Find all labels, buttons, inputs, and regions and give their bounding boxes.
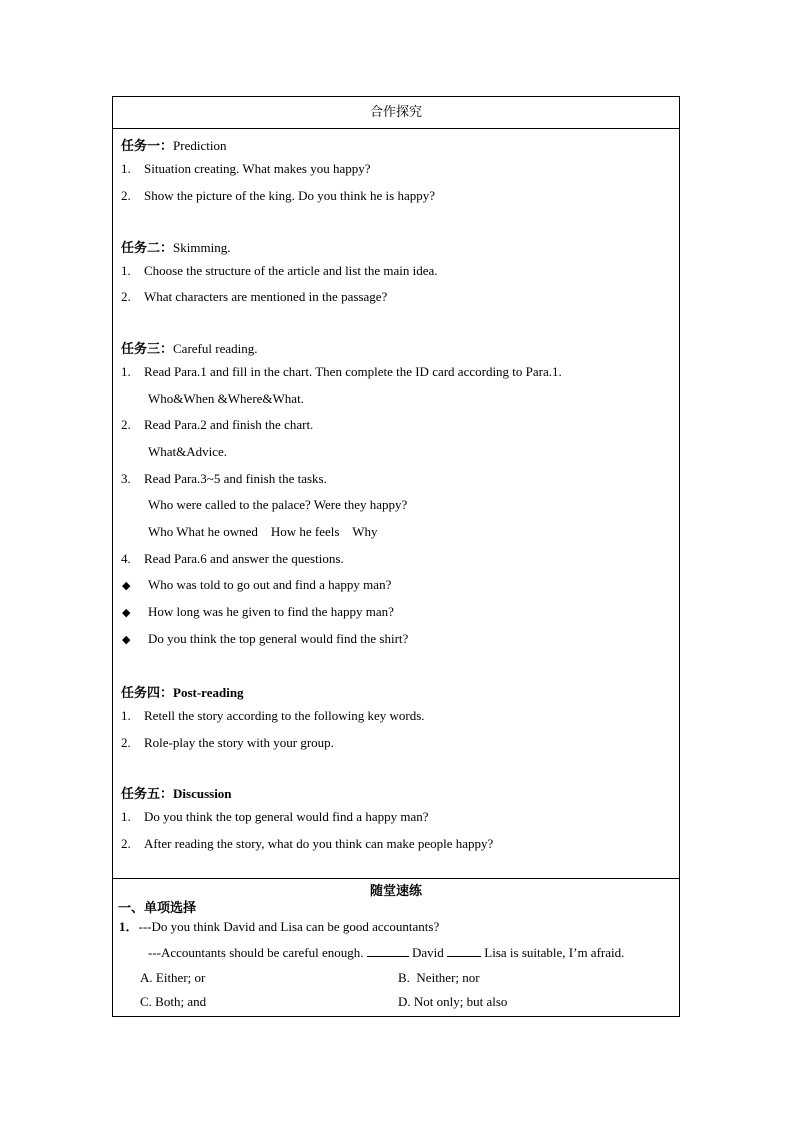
question-1: 1．---Do you think David and Lisa can be good accountants? [119, 919, 440, 934]
part-label-multiple-choice: 一、单项选择 [118, 900, 197, 915]
task2-item-2-text: What characters are mentioned in the passage? [144, 289, 388, 304]
task3-item-2-text: Read Para.2 and finish the chart. [144, 417, 314, 432]
task1-item-2-text: Show the picture of the king. Do you think he is happy? [144, 188, 436, 203]
task1-item-1: 1. [121, 161, 131, 176]
worksheet-table [112, 96, 680, 1017]
task2-item-2: 2. [121, 289, 131, 304]
task5-item-1: 1. [121, 809, 131, 824]
task3-item-3: 3. [121, 471, 131, 486]
option-b[interactable]: B. Neither; nor [398, 970, 480, 985]
task3-item-1-sub: Who&When &Where&What. [148, 391, 304, 406]
task3-item-3-sub2: Who What he owned How he feels Why [148, 524, 378, 539]
answer-blank-1 [367, 944, 409, 957]
question-1-line2: ---Accountants should be careful enough. David Lisa is suitable, I’m afraid. [148, 945, 625, 960]
header-divider [113, 128, 679, 129]
task3-item-4-text: Read Para.6 and answer the questions. [144, 551, 344, 566]
task3-heading: 任务三：Careful reading. [121, 341, 258, 356]
answer-blank-2 [447, 944, 481, 957]
task3-bullet-3: Do you think the top general would find the shirt? [148, 631, 409, 646]
diamond-bullet-icon: ◆ [122, 580, 131, 592]
task3-item-4: 4. [121, 551, 131, 566]
task3-item-3-text: Read Para.3~5 and finish the tasks. [144, 471, 327, 486]
option-a[interactable]: A. Either; or [140, 970, 206, 985]
task5-item-1-text: Do you think the top general would find a happy man? [144, 809, 429, 824]
task4-item-2-text: Role-play the story with your group. [144, 735, 334, 750]
section-header-practice: 随堂速练 [369, 883, 422, 898]
task4-item-2: 2. [121, 735, 131, 750]
task1-item-2: 2. [121, 188, 131, 203]
diamond-bullet-icon: ◆ [122, 634, 131, 646]
task5-heading: 任务五：Discussion [121, 786, 232, 801]
section-header-cooperative-inquiry: 合作探究 [369, 104, 422, 119]
task4-item-1: 1. [121, 708, 131, 723]
task4-heading: 任务四：Post-reading [121, 685, 244, 700]
diamond-bullet-icon: ◆ [122, 607, 131, 619]
task1-item-1-text: Situation creating. What makes you happy? [144, 161, 371, 176]
task1-heading: 任务一：Prediction [121, 138, 227, 153]
task3-bullet-1: Who was told to go out and find a happy man? [148, 577, 392, 592]
task3-item-2: 2. [121, 417, 131, 432]
task2-heading: 任务二：Skimming. [121, 240, 231, 255]
task5-item-2-text: After reading the story, what do you think can make people happy? [144, 836, 494, 851]
task5-item-2: 2. [121, 836, 131, 851]
task4-item-1-text: Retell the story according to the following key words. [144, 708, 425, 723]
task3-bullet-2: How long was he given to find the happy man? [148, 604, 394, 619]
section-divider [113, 878, 679, 879]
task2-item-1: 1. [121, 263, 131, 278]
option-c[interactable]: C. Both; and [140, 994, 207, 1009]
task2-item-1-text: Choose the structure of the article and list the main idea. [144, 263, 438, 278]
task3-item-2-sub: What&Advice. [148, 444, 228, 459]
task3-item-3-sub1: Who were called to the palace? Were they happy? [148, 497, 408, 512]
task3-item-1-text: Read Para.1 and fill in the chart. Then complete the ID card according to Para.1. [144, 364, 562, 379]
option-d[interactable]: D. Not only; but also [398, 994, 508, 1009]
task3-item-1: 1. [121, 364, 131, 379]
